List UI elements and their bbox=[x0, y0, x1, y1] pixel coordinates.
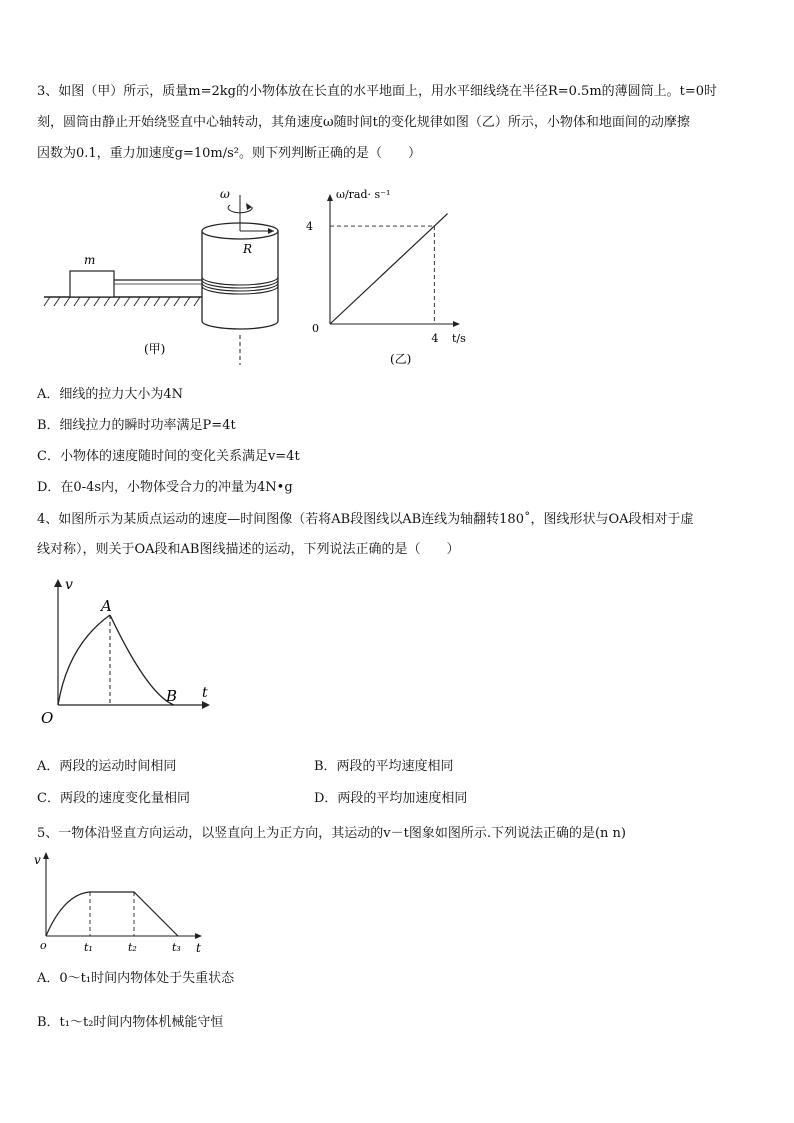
mass-block bbox=[70, 271, 114, 297]
curve-oa bbox=[58, 615, 110, 705]
fig-yi-caption: (乙) bbox=[390, 352, 412, 366]
origin-label: 0 bbox=[312, 322, 319, 335]
t2-label: t₂ bbox=[128, 941, 137, 954]
radius-label: R bbox=[243, 242, 253, 256]
t1-label: t₁ bbox=[84, 941, 93, 954]
q4-figure bbox=[38, 575, 218, 730]
q3-figure-yi-chart bbox=[300, 182, 480, 377]
q3-option-b: B．细线拉力的瞬时功率满足P=4t bbox=[37, 418, 236, 433]
series-line-omega bbox=[330, 214, 448, 324]
vt-curve bbox=[46, 892, 178, 936]
v-label: v bbox=[65, 577, 73, 593]
q3-option-d: D．在0-4s内，小物体受合力的冲量为4N•g bbox=[37, 480, 293, 495]
a-label: A bbox=[101, 597, 112, 615]
curve-ab bbox=[110, 615, 174, 705]
q3-figure-jia bbox=[40, 185, 290, 375]
q4-option-a: A．两段的运动时间相同 bbox=[37, 759, 177, 774]
q5-option-a: A．0～t₁时间内物体处于失重状态 bbox=[37, 971, 235, 986]
y-axis-label: ω/rad· s⁻¹ bbox=[336, 188, 391, 201]
q3-stem-line-2: 刻，圆筒由静止开始绕竖直中心轴转动，其角速度ω随时间t的变化规律如图（乙）所示，小物体和地面间的动摩擦 bbox=[37, 115, 690, 130]
b-label: B bbox=[166, 687, 178, 705]
q5-figure bbox=[36, 850, 211, 958]
q3-option-a: A．细线的拉力大小为4N bbox=[37, 387, 184, 402]
fig-jia-caption: (甲) bbox=[144, 342, 166, 356]
omega-label: ω bbox=[220, 187, 230, 201]
t-label: t bbox=[196, 941, 201, 955]
o-label: O bbox=[41, 709, 54, 727]
q4-option-c: C．两段的速度变化量相同 bbox=[37, 791, 190, 806]
x-tick-label: 4 bbox=[431, 332, 439, 345]
q4-option-b: B．两段的平均速度相同 bbox=[314, 759, 454, 774]
q3-stem-line-1: 3、如图（甲）所示，质量m=2kg的小物体放在长直的水平地面上，用水平细线绕在半径R=0.5m的薄圆筒上。t=0时 bbox=[37, 84, 718, 99]
mass-label: m bbox=[84, 253, 96, 267]
q5-option-b: B．t₁～t₂时间内物体机械能守恒 bbox=[37, 1015, 224, 1030]
q4-option-d: D．两段的平均加速度相同 bbox=[314, 791, 468, 806]
o-label: o bbox=[40, 939, 47, 952]
t3-label: t₃ bbox=[172, 941, 181, 954]
q4-stem-line-1: 4、如图所示为某质点运动的速度—时间图像（若将AB段图线以AB连线为轴翻转180˚，图线形状与OA段相对于虚 bbox=[37, 512, 694, 527]
t-label: t bbox=[202, 685, 208, 701]
q3-stem-line-3: 因数为0.1，重力加速度g=10m/s²。则下列判断正确的是（ ） bbox=[37, 146, 422, 161]
q5-stem: 5、一物体沿竖直方向运动，以竖直向上为正方向，其运动的v－t图象如图所示.下列说法正确的是(n n) bbox=[37, 826, 626, 841]
v-label: v bbox=[34, 853, 41, 867]
q4-stem-line-2: 线对称），则关于OA段和AB图线描述的运动，下列说法正确的是（ ） bbox=[37, 542, 460, 557]
x-axis-label: t/s bbox=[452, 332, 466, 345]
cylinder-body bbox=[202, 231, 278, 329]
ground-hatching bbox=[44, 297, 200, 306]
y-tick-label: 4 bbox=[306, 220, 313, 234]
q3-option-c: C．小物体的速度随时间的变化关系满足v=4t bbox=[37, 449, 300, 464]
